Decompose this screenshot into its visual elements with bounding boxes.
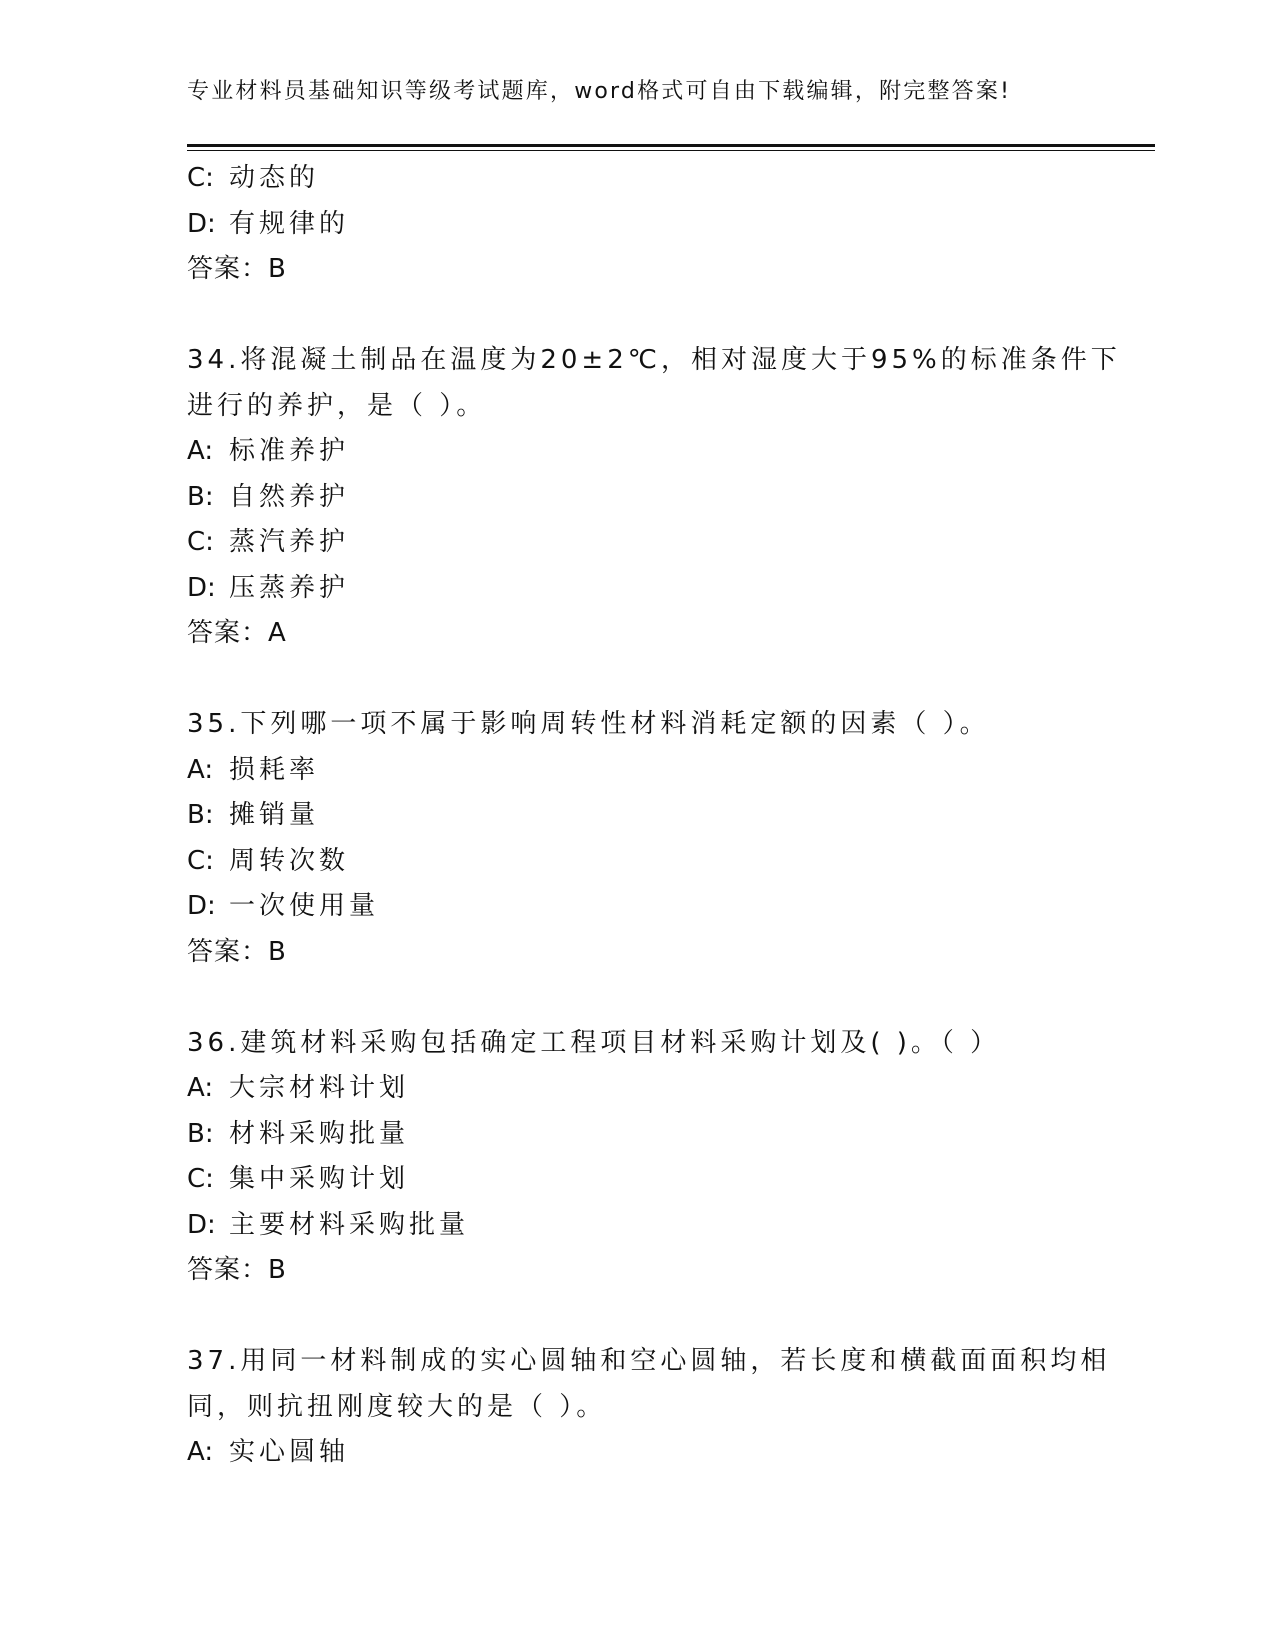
question-stem: 同，则抗扭刚度较大的是（ ）。 <box>187 1391 607 1422</box>
option-letter: C: <box>187 1164 214 1194</box>
question-35 <box>187 702 1155 975</box>
question-stem: 37.用同一材料制成的实心圆轴和空心圆轴，若长度和横截面面积均相 <box>187 1346 1111 1376</box>
answer-line: 答案：B <box>187 1255 287 1285</box>
option-letter: A: <box>187 1437 214 1467</box>
option-letter: D: <box>187 208 216 239</box>
spacer <box>187 1294 1155 1340</box>
option-letter: B: <box>187 800 214 830</box>
option-text: 标准养护 <box>229 436 350 466</box>
option-line <box>187 1430 1155 1476</box>
option-letter: B: <box>187 1118 214 1149</box>
option-text: 主要材料采购批量 <box>229 1209 470 1240</box>
option-text: 自然养护 <box>229 481 350 512</box>
option-text: 蒸汽养护 <box>229 527 350 557</box>
option-line <box>187 475 1155 521</box>
option-line <box>187 1157 1155 1203</box>
page-header: 专业材料员基础知识等级考试题库，word格式可自由下载编辑，附完整答案! <box>187 79 1012 104</box>
option-text: 大宗材料计划 <box>229 1073 410 1103</box>
option-line <box>187 202 1155 248</box>
option-letter: A: <box>187 1073 214 1103</box>
answer-line: 答案：B <box>187 936 287 967</box>
header-rule-thick <box>187 144 1155 147</box>
option-letter: B: <box>187 481 214 512</box>
answer-line: 答案：B <box>187 254 287 284</box>
option-text: 材料采购批量 <box>229 1118 410 1149</box>
option-text: 周转次数 <box>229 845 350 876</box>
option-line <box>187 429 1155 475</box>
option-letter: A: <box>187 754 214 785</box>
option-text: 有规律的 <box>229 208 350 239</box>
option-text: 集中采购计划 <box>229 1164 410 1194</box>
option-text: 压蒸养护 <box>229 572 350 603</box>
option-letter: C: <box>187 163 214 193</box>
question-stem: 36.建筑材料采购包括确定工程项目材料采购计划及( )。（ ） <box>187 1027 1001 1058</box>
option-line <box>187 748 1155 794</box>
spacer <box>187 293 1155 339</box>
question-37 <box>187 1339 1155 1476</box>
spacer <box>187 657 1155 703</box>
question-34 <box>187 338 1155 657</box>
question-36 <box>187 1021 1155 1294</box>
option-line <box>187 884 1155 930</box>
option-text: 损耗率 <box>229 754 320 785</box>
option-letter: C: <box>187 527 214 557</box>
option-letter: D: <box>187 891 216 921</box>
option-line <box>187 1066 1155 1112</box>
spacer <box>187 975 1155 1021</box>
option-text: 实心圆轴 <box>229 1437 350 1467</box>
carryover-block <box>187 156 1155 293</box>
question-stem: 进行的养护，是（ ）。 <box>187 390 487 421</box>
option-letter: A: <box>187 436 214 466</box>
question-list <box>187 156 1155 1476</box>
option-line <box>187 566 1155 612</box>
option-line <box>187 156 1155 202</box>
option-line <box>187 839 1155 885</box>
option-line <box>187 1112 1155 1158</box>
answer-line: 答案：A <box>187 618 287 648</box>
option-text: 动态的 <box>229 163 320 193</box>
option-letter: D: <box>187 1209 216 1240</box>
option-line <box>187 793 1155 839</box>
option-text: 摊销量 <box>229 800 320 830</box>
option-line <box>187 520 1155 566</box>
option-text: 一次使用量 <box>229 891 380 921</box>
header-rule-thin <box>187 150 1155 151</box>
option-letter: D: <box>187 572 216 603</box>
option-line <box>187 1203 1155 1249</box>
question-stem: 35.下列哪一项不属于影响周转性材料消耗定额的因素（ ）。 <box>187 709 990 739</box>
option-letter: C: <box>187 845 214 876</box>
question-stem: 34.将混凝土制品在温度为20±2℃，相对湿度大于95%的标准条件下 <box>187 345 1121 375</box>
